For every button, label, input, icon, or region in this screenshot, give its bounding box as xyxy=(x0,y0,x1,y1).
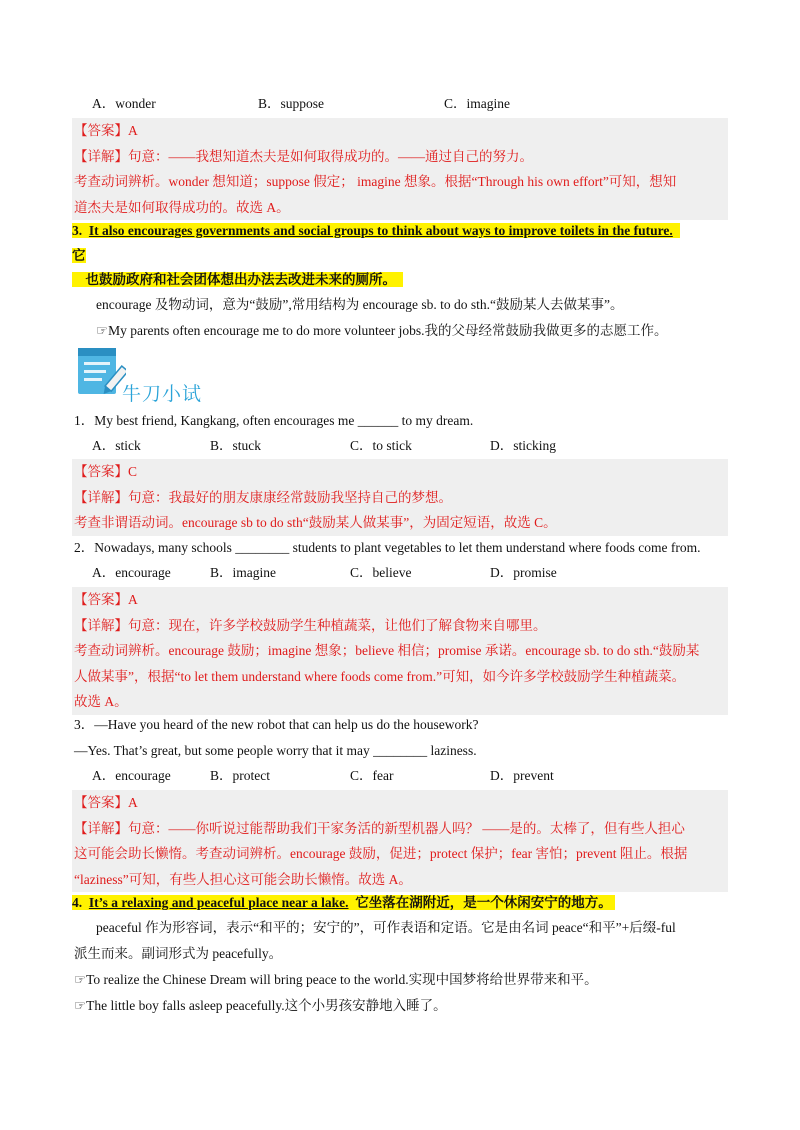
point4-example1: ☞To realize the Chinese Dream will bring peace to the world.实现中国梦将给世界带来和平。 xyxy=(74,972,598,987)
answer-label: 【答案】A xyxy=(74,795,138,810)
ex3-option-a[interactable]: A．encourage xyxy=(92,768,171,783)
ex1-options xyxy=(92,435,752,457)
explanation-line: 【详解】句意：现在，许多学校鼓励学生种植蔬菜，让他们了解食物来自哪里。 xyxy=(74,617,547,633)
explanation-line: 这可能会助长懒惰。考查动词辨析。encourage 鼓励，促进；protect 保护；fear 害怕；prevent 阻止。根据 xyxy=(74,846,688,861)
explanation-line: 考查非谓语动词。encourage sb to do sth“鼓励某人做某事”，为固定短语，故选 C。 xyxy=(74,515,557,530)
notepad-pencil-icon xyxy=(76,346,126,400)
ex2-option-c[interactable]: C．believe xyxy=(350,565,412,580)
ex3-answer-box xyxy=(72,790,728,892)
ex1-option-a[interactable]: A．stick xyxy=(92,438,141,453)
point3-number: 3. xyxy=(72,223,83,238)
explanation-line: 道杰夫是如何取得成功的。故选 A。 xyxy=(74,199,290,215)
section-title: 牛刀小试 xyxy=(122,383,203,405)
point4-note-line2: 派生而来。副词形式为 peacefully。 xyxy=(74,946,283,961)
q2-answer-box xyxy=(72,118,728,220)
point4-example2: ☞The little boy falls asleep peacefully.这个小男孩安静地入睡了。 xyxy=(74,998,447,1013)
point3-tail: 它 xyxy=(72,248,86,263)
explanation-line: 考查动词辨析。wonder 想知道；suppose 假定； imagine 想象。根据“Through his own effort”可知，想知 xyxy=(74,174,677,189)
point3-note: encourage 及物动词，意为“鼓励”,常用结构为 encourage sb. to do sth.“鼓励某人去做某事”。 xyxy=(96,297,624,312)
ex2-options xyxy=(92,562,752,584)
point3-example: ☞My parents often encourage me to do more volunteer jobs.我的父母经常鼓励我做更多的志愿工作。 xyxy=(96,323,668,338)
explanation-line: 【详解】句意：我最好的朋友康康经常鼓励我坚持自己的梦想。 xyxy=(74,489,452,505)
explanation-line: 人做某事”，根据“to let them understand where foods come from.”可知，如今许多学校鼓励学生种植蔬菜。 xyxy=(74,668,686,684)
ex1-option-d[interactable]: D．sticking xyxy=(490,438,556,453)
ex3-option-c[interactable]: C．fear xyxy=(350,768,394,783)
q2-option-c[interactable]: C．imagine xyxy=(444,96,510,111)
ex2-stem: 2．Nowadays, many schools ________ students to plant vegetables to let them understand where foods come from. xyxy=(74,540,701,555)
explanation-line: 【详解】句意：——你听说过能帮助我们干家务活的新型机器人吗？ ——是的。太棒了，但有些人担心 xyxy=(74,820,685,836)
point4-english: It’s a relaxing and peaceful place near a lake. xyxy=(88,895,349,910)
ex3-options xyxy=(92,765,752,787)
point4-sentence xyxy=(72,893,615,913)
point4-note-line1: peaceful 作为形容词，表示“和平的；安宁的”，可作表语和定语。它是由名词 peace“和平”+后缀-ful xyxy=(96,920,676,935)
q2-options xyxy=(92,93,752,115)
point3-sentence xyxy=(72,221,680,241)
answer-label: 【答案】A xyxy=(74,123,138,138)
ex3-stem-line2: —Yes. That’s great, but some people worry that it may ________ laziness. xyxy=(74,743,477,758)
point3-english: It also encourages governments and social groups to think about ways to improve toilets in the future. xyxy=(88,223,673,238)
ex1-stem: 1．My best friend, Kangkang, often encourages me ______ to my dream. xyxy=(74,413,474,428)
ex3-option-b[interactable]: B．protect xyxy=(210,768,270,783)
explanation-line: 【详解】句意：——我想知道杰夫是如何取得成功的。——通过自己的努力。 xyxy=(74,148,533,164)
explanation-line: 故选 A。 xyxy=(74,694,128,709)
point4-translation: 它坐落在湖附近，是一个休闲安宁的地方。 xyxy=(355,895,612,910)
ex1-answer-box xyxy=(72,459,728,536)
explanation-line: 考查动词辨析。encourage 鼓励；imagine 想象；believe 相信；promise 承诺。encourage sb. to do sth.“鼓励某 xyxy=(74,643,700,658)
ex2-option-a[interactable]: A．encourage xyxy=(92,565,171,580)
ex2-answer-box xyxy=(72,587,728,715)
q2-option-a[interactable]: A．wonder xyxy=(92,96,156,111)
q2-option-b[interactable]: B．suppose xyxy=(258,96,325,111)
ex3-option-d[interactable]: D．prevent xyxy=(490,768,554,783)
ex1-option-b[interactable]: B．stuck xyxy=(210,438,262,453)
ex3-stem-line1: 3．—Have you heard of the new robot that can help us do the housework? xyxy=(74,717,479,732)
explanation-line: “laziness”可知，有些人担心这可能会助长懒惰。故选 A。 xyxy=(74,871,412,887)
ex2-option-b[interactable]: B．imagine xyxy=(210,565,276,580)
point3-translation: 也鼓励政府和社会团体想出办法去改进未来的厕所。 xyxy=(72,270,403,290)
point4-number: 4. xyxy=(72,895,83,910)
answer-label: 【答案】C xyxy=(74,464,138,479)
ex2-option-d[interactable]: D．promise xyxy=(490,565,557,580)
answer-label: 【答案】A xyxy=(74,592,138,607)
ex1-option-c[interactable]: C．to stick xyxy=(350,438,412,453)
